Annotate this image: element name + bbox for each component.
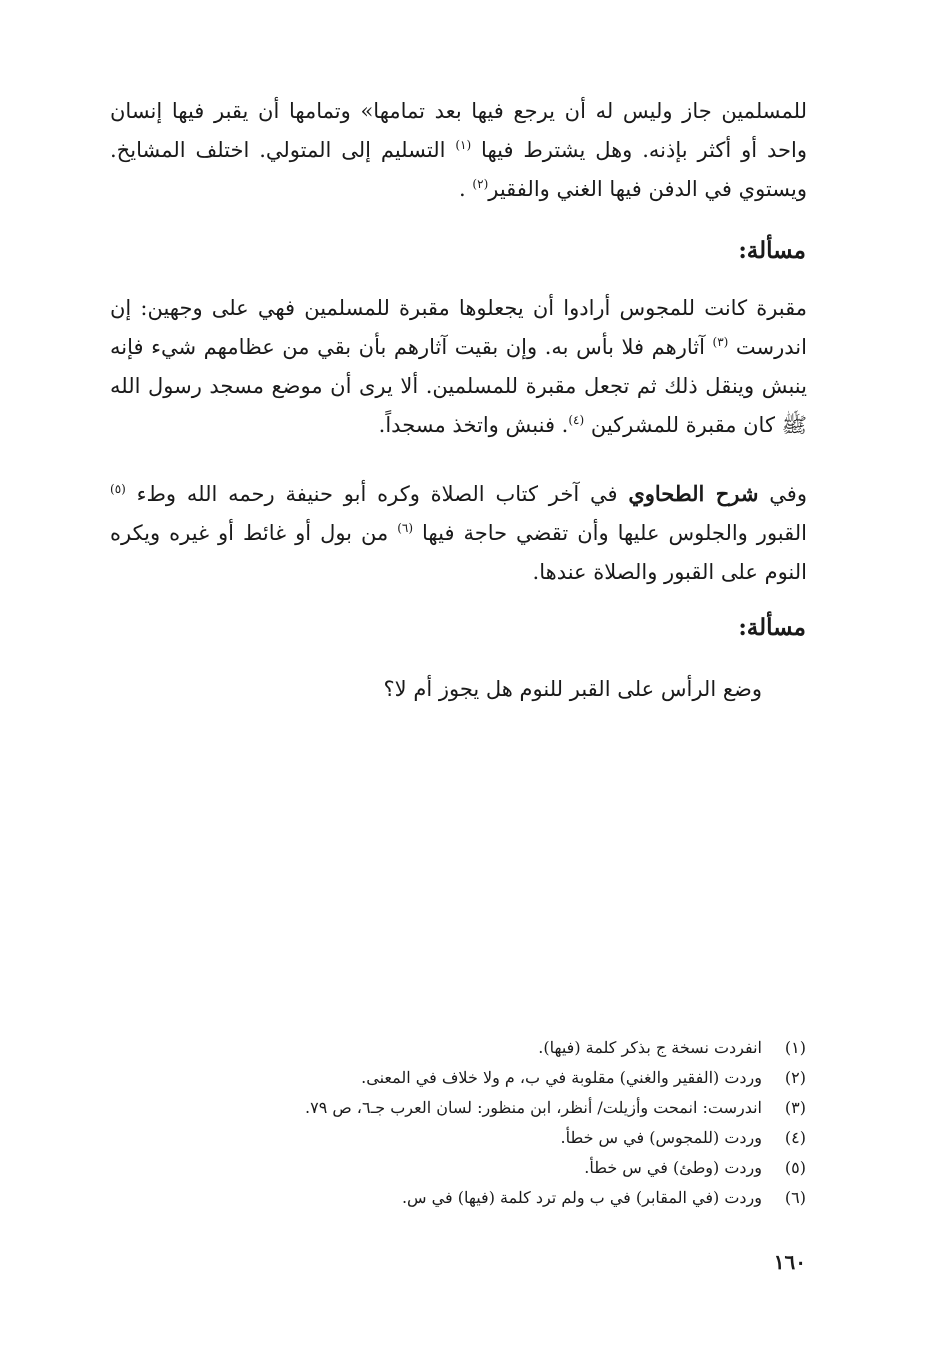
footnote-ref-3: (٣) <box>712 335 729 349</box>
footnote-item <box>116 1153 806 1183</box>
footnote-text: وردت (للمجوس) في س خطأ. <box>560 1128 762 1147</box>
footnote-number: (١) <box>784 1038 806 1057</box>
footnote-number: (٣) <box>784 1098 806 1117</box>
paragraph-3-prefix: وفي <box>769 482 807 506</box>
footnote-number: (٤) <box>784 1128 806 1147</box>
footnote-text: وردت (الفقير والغني) مقلوبة في ب، م ولا خلاف في المعنى. <box>361 1068 762 1087</box>
paragraph-1 <box>110 92 807 209</box>
footnote-item <box>116 1123 806 1153</box>
footnote-number: (٢) <box>784 1068 806 1087</box>
paragraph-4: وضع الرأس على القبر للنوم هل يجوز أم لا؟ <box>383 677 762 701</box>
paragraph-1-end: . <box>459 177 466 201</box>
footnote-text: اندرست: انمحت وأزيلت/ أنظر، ابن منظور: لسان العرب جـ٦، ص ٧٩. <box>305 1098 762 1117</box>
footnote-item <box>116 1063 806 1093</box>
paragraph-2-end: . فنبش واتخذ مسجداً. <box>378 413 569 437</box>
paragraph-3-text-continued: القبور والجلوس عليها وأن تقضي حاجة فيها <box>422 521 807 545</box>
section-heading-2: مسألة: <box>738 614 806 641</box>
footnote-item <box>116 1093 806 1123</box>
footnote-ref-5: (٥) <box>110 482 126 496</box>
page-number: ١٦٠ <box>773 1250 806 1274</box>
footnote-number: (٥) <box>784 1158 806 1177</box>
footnote-item <box>116 1033 806 1063</box>
footnote-ref-6: (٦) <box>397 521 414 535</box>
paragraph-3-text-end: من بول أو غائط أو غيره ويكره النوم على القبور والصلاة عندها. <box>110 521 807 584</box>
footnote-ref-4: (٤) <box>568 413 585 427</box>
footnote-ref-2: (٢) <box>472 177 489 191</box>
paragraph-3-text: في آخر كتاب الصلاة وكره أبو حنيفة رحمه الله وطء <box>136 482 618 506</box>
paragraph-2-text-continued: آثارهم فلا بأس به. وإن بقيت آثارهم بأن بقي من عظامهم شيء فإنه ينبش وينقل ذلك ثم تجعل مقبرة للمسلمين. ألا يرى أن موضع مسجد رسول الله ﷺ كان مقبرة للمشركين <box>110 335 807 437</box>
footnote-text: انفردت نسخة ج بذكر كلمة (فيها). <box>538 1038 762 1057</box>
section-heading-1: مسألة: <box>738 237 806 264</box>
paragraph-3 <box>110 474 807 592</box>
footnote-number: (٦) <box>784 1188 806 1207</box>
paragraph-1-text-continued: التسليم إلى المتولي. اختلف المشايخ. ويستوي في الدفن فيها الغني والفقير <box>110 138 807 201</box>
footnote-text: وردت (وطئ) في س خطأ. <box>584 1158 762 1177</box>
footnote-text: وردت (في المقابر) في ب ولم ترد كلمة (فيها) في س. <box>401 1188 762 1207</box>
book-title: شرح الطحاوي <box>628 481 759 506</box>
paragraph-2 <box>110 289 807 445</box>
footnotes-list <box>116 1033 806 1213</box>
paragraph-1-text: للمسلمين جاز وليس له أن يرجع فيها بعد تمامها» وتمامها أن يقبر فيها إنسان واحد أو أكثر بإذنه. وهل يشترط فيها <box>110 99 807 162</box>
footnote-ref-1: (١) <box>455 138 472 152</box>
footnote-item <box>116 1183 806 1213</box>
paragraph-2-text: مقبرة كانت للمجوس أرادوا أن يجعلوها مقبرة للمسلمين فهي على وجهين: إن اندرست <box>110 296 807 359</box>
